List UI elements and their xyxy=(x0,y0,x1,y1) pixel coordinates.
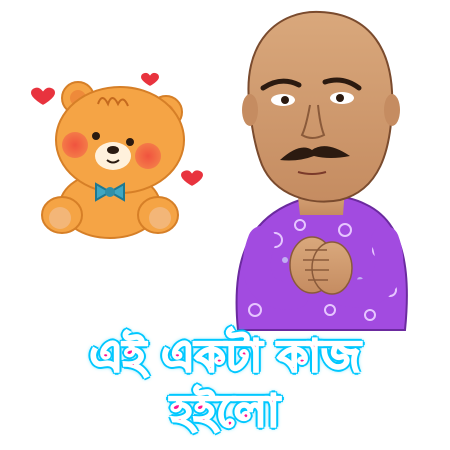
heart-icon xyxy=(180,169,204,187)
teddy-bear-icon xyxy=(42,82,184,238)
caption-line-2: হইলো xyxy=(170,386,280,437)
man-figure xyxy=(237,12,407,330)
caption-line-1: এই একটা কাজ xyxy=(89,331,361,382)
heart-icon xyxy=(140,72,160,87)
heart-icon xyxy=(30,87,56,106)
